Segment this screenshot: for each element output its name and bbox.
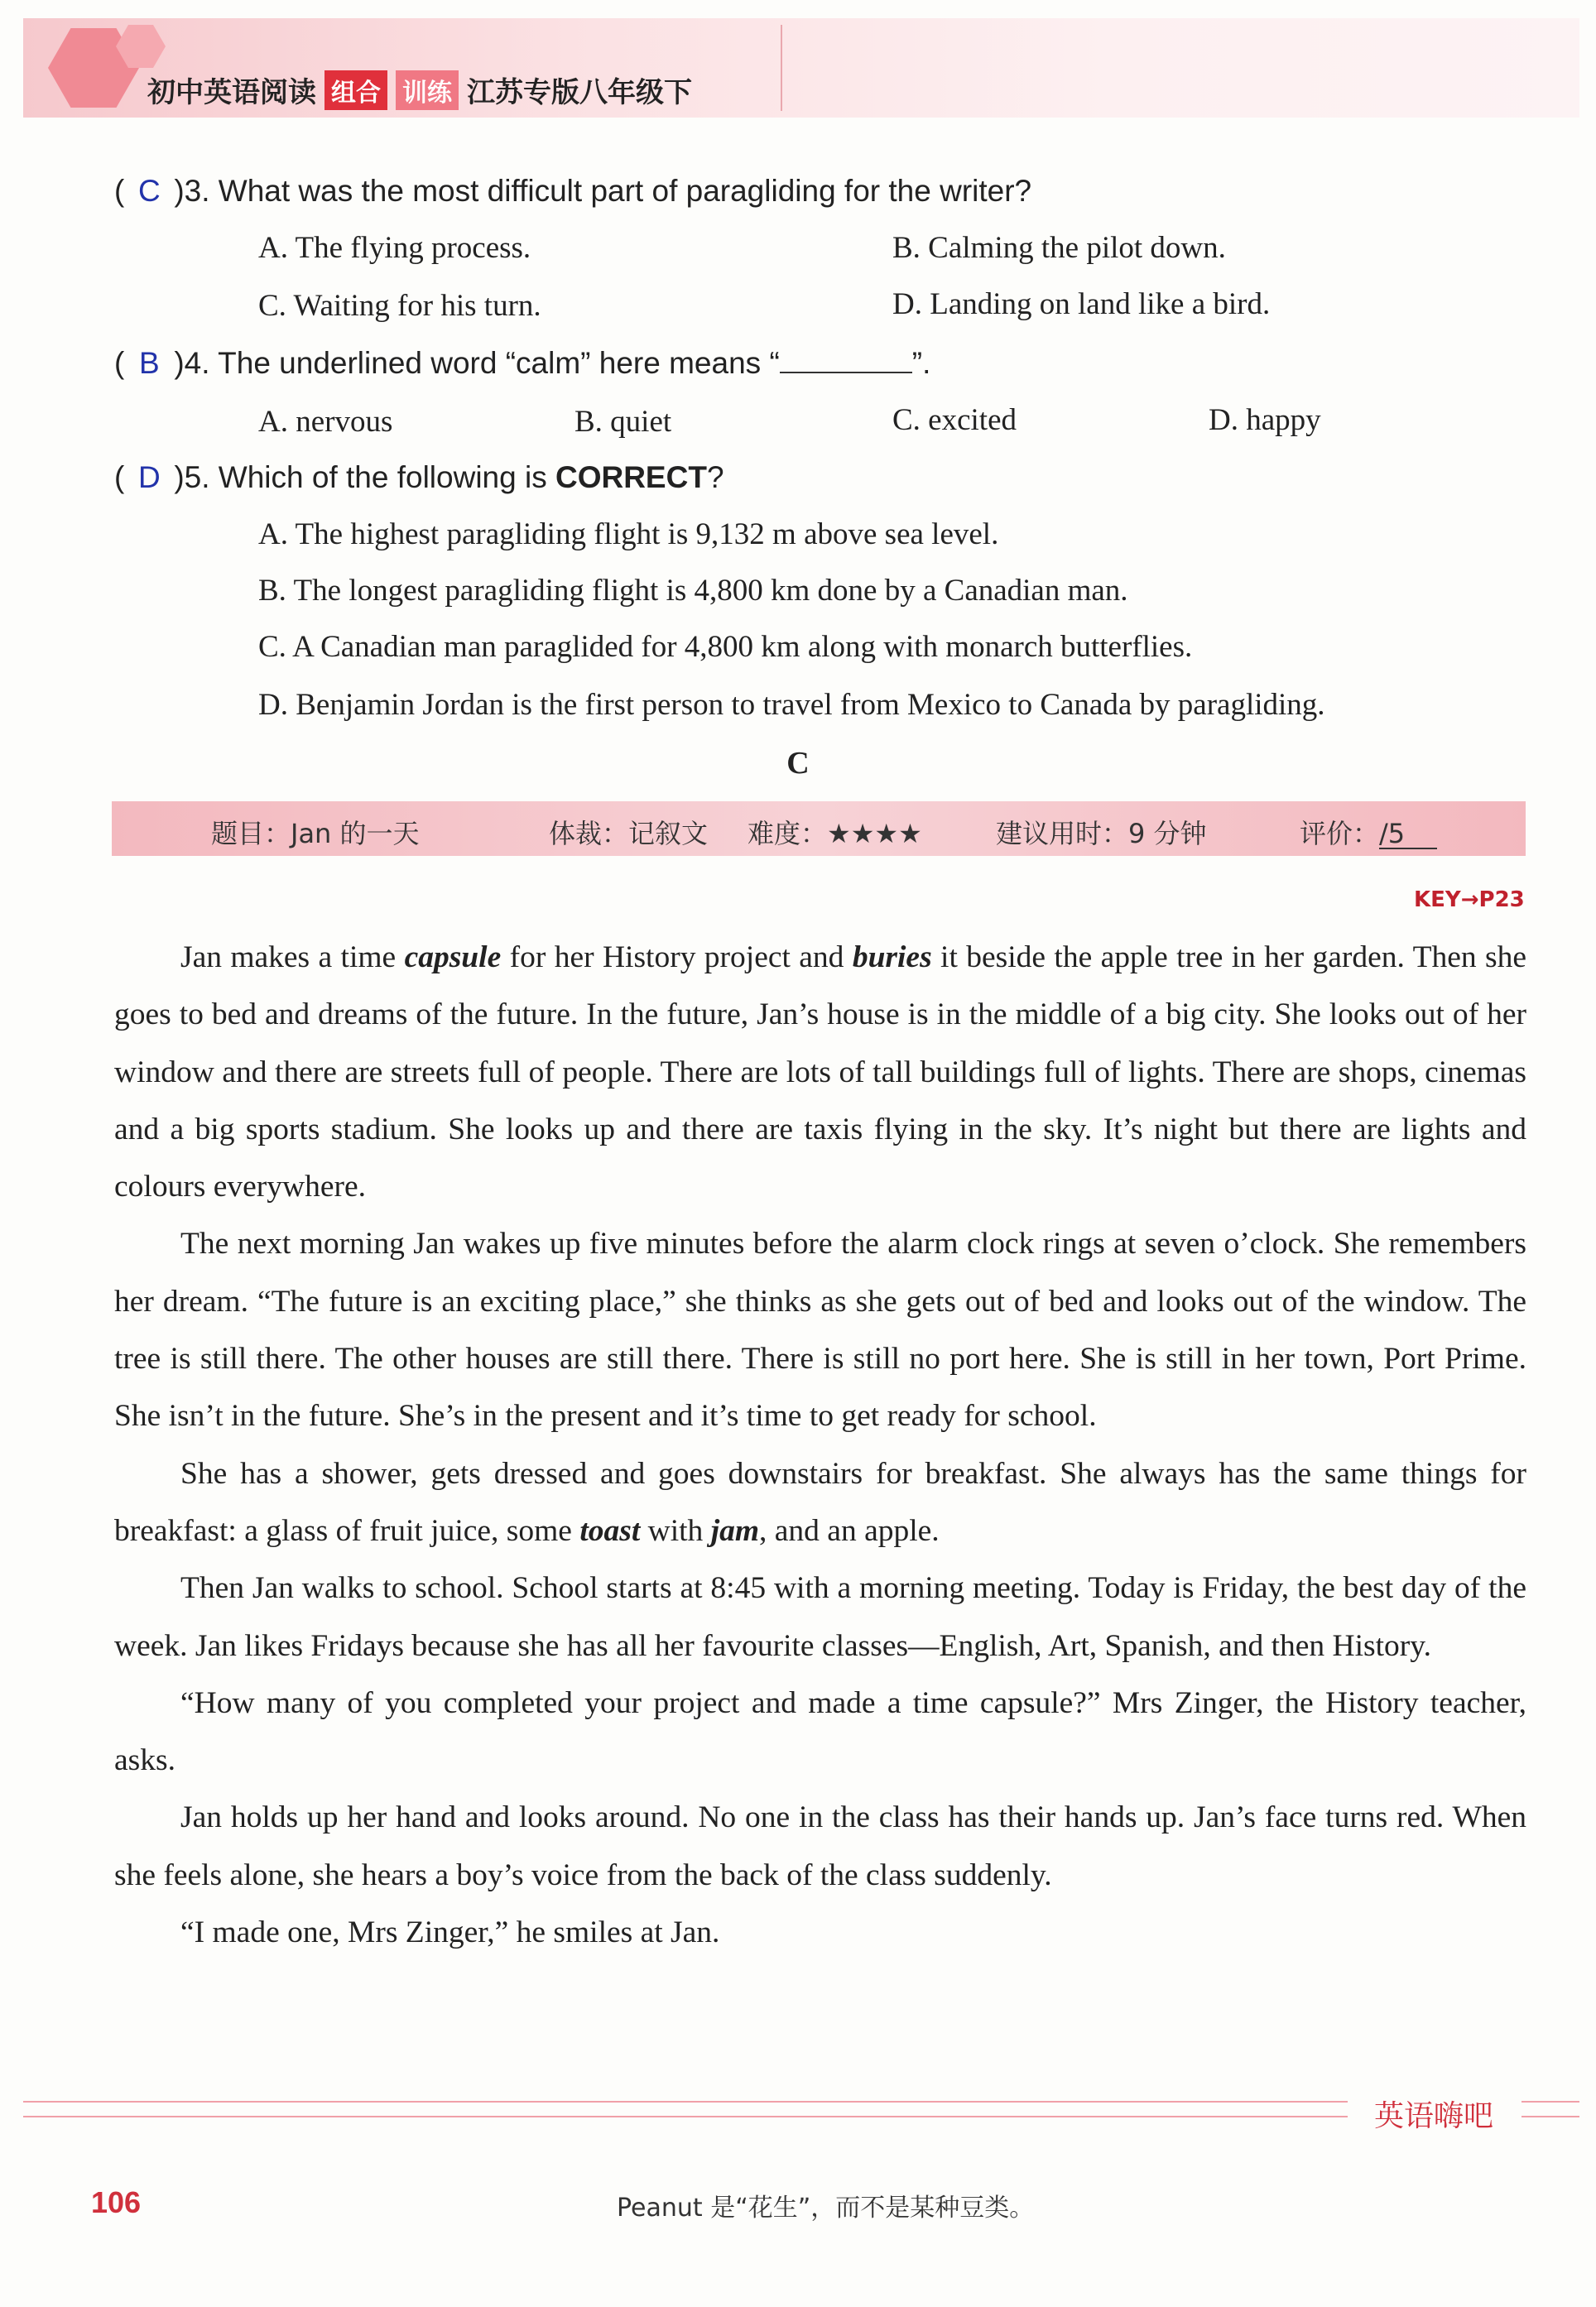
question-5-number: )5. <box>174 460 210 494</box>
passage-paragraph: The next morning Jan wakes up five minutes before the alarm clock rings at seven o’clock. She remembers her dream. “The future is an exciting place,” she thinks as she gets out of bed and looks out of the window. The tree is still there. The other houses are still there. There is still no port here. She is still in her town, Port Prime. She isn’t in the future. She’s in the present and it’s time to get ready for school. <box>114 1227 1526 1434</box>
book-edition: 江苏专版八年级下 <box>467 76 692 109</box>
vocab-capsule: capsule <box>404 940 502 974</box>
page-number: 106 <box>91 2185 142 2219</box>
question-4-answer: B <box>138 346 160 380</box>
question-5: ( D )5. Which of the following is CORRECT? <box>114 460 724 494</box>
passage-paragraph: She has a shower, gets dressed and goes downstairs for breakfast. She always has the same things for breakfast: a glass of fruit juice, some toast with jam, and an apple. <box>114 1456 1526 1548</box>
question-4-number: )4. <box>174 346 210 380</box>
question-4: ( B )4. The underlined word “calm” here means “ ”. <box>114 346 931 380</box>
question-5-option-c: C. A Canadian man paraglided for 4,800 km along with monarch butterflies. <box>258 630 1193 664</box>
section-letter: C <box>786 746 810 781</box>
footer-note: Peanut 是“花生”，而不是某种豆类。 <box>617 2194 1035 2223</box>
page-header <box>23 18 1579 118</box>
passage-rating: 评价： /5 <box>1300 813 1405 851</box>
question-3-option-b: B. Calming the pilot down. <box>892 231 1226 265</box>
answer-blank <box>780 347 912 373</box>
book-title-main: 初中英语阅读 <box>147 76 316 109</box>
book-title <box>147 70 692 110</box>
passage-difficulty: 难度：★★★★ <box>748 818 922 849</box>
passage-paragraph: Then Jan walks to school. School starts at 8:45 with a morning meeting. Today is Friday, the best day of the week. Jan likes Fridays because she has all her favourite classes—English, Art, Spanish, and then History. <box>114 1571 1526 1663</box>
passage-info-band <box>112 801 1526 856</box>
passage-paragraph: Jan makes a time capsule for her History project and buries it beside the apple tree in her garden. Then she goes to bed and dreams of the future. In the future, Jan’s house is in the middle of a big city. She looks out of her window and there are streets full of people. There are lots of tall buildings full of lights. There are shops, cinemas and a big sports stadium. She looks up and there are taxis flying in the sky. It’s night but there are lights and colours everywhere. <box>114 940 1527 1204</box>
footer-rule <box>23 2101 1348 2117</box>
question-5-option-a: A. The highest paragliding flight is 9,132 m above sea level. <box>258 517 999 551</box>
vocab-jam: jam <box>710 1513 760 1548</box>
question-4-option-b: B. quiet <box>574 405 672 439</box>
question-5-option-d: D. Benjamin Jordan is the first person to travel from Mexico to Canada by paragliding. <box>258 688 1325 722</box>
question-3: ( C )3. What was the most difficult part of paragliding for the writer? <box>114 174 1032 208</box>
book-tag-training: 训练 <box>396 70 459 110</box>
question-4-option-a: A. nervous <box>258 405 393 439</box>
vocab-buries: buries <box>852 940 932 974</box>
header-divider <box>781 25 782 111</box>
question-3-answer: C <box>137 174 161 208</box>
passage-paragraph: “I made one, Mrs Zinger,” he smiles at Jan. <box>180 1915 720 1950</box>
vocab-toast: toast <box>579 1513 641 1548</box>
passage-topic: 题目：Jan 的一天 <box>211 818 420 849</box>
question-3-number: )3. <box>174 174 210 208</box>
question-4-stem: The underlined word “calm” here means “ <box>218 346 780 380</box>
question-3-option-a: A. The flying process. <box>258 231 531 265</box>
question-3-option-d: D. Landing on land like a bird. <box>892 287 1271 321</box>
question-3-option-c: C. Waiting for his turn. <box>258 289 541 323</box>
book-tag-combo: 组合 <box>324 70 387 110</box>
question-4-option-d: D. happy <box>1209 403 1321 437</box>
reading-passage <box>114 929 1526 1961</box>
rating-blank <box>1379 824 1437 849</box>
question-5-option-b: B. The longest paragliding flight is 4,800 km done by a Canadian man. <box>258 574 1128 608</box>
question-5-stem: Which of the following is <box>218 460 555 494</box>
passage-paragraph: “How many of you completed your project and made a time capsule?” Mrs Zinger, the History teacher, asks. <box>114 1685 1526 1778</box>
passage-time: 建议用时：9 分钟 <box>996 818 1207 849</box>
footer-rule-right <box>1521 2101 1579 2117</box>
footer-brand: 英语嗨吧 <box>1374 2099 1494 2133</box>
passage-paragraph: Jan holds up her hand and looks around. No one in the class has their hands up. Jan’s face turns red. When she feels alone, she hears a boy’s voice from the back of the class suddenly. <box>114 1800 1526 1892</box>
answer-key-reference: KEY→P23 <box>1414 887 1525 912</box>
question-4-option-c: C. excited <box>892 403 1017 437</box>
passage-genre: 体裁：记叙文 <box>549 818 709 849</box>
question-5-answer: D <box>137 460 161 494</box>
question-3-stem: What was the most difficult part of paragliding for the writer? <box>218 174 1032 208</box>
